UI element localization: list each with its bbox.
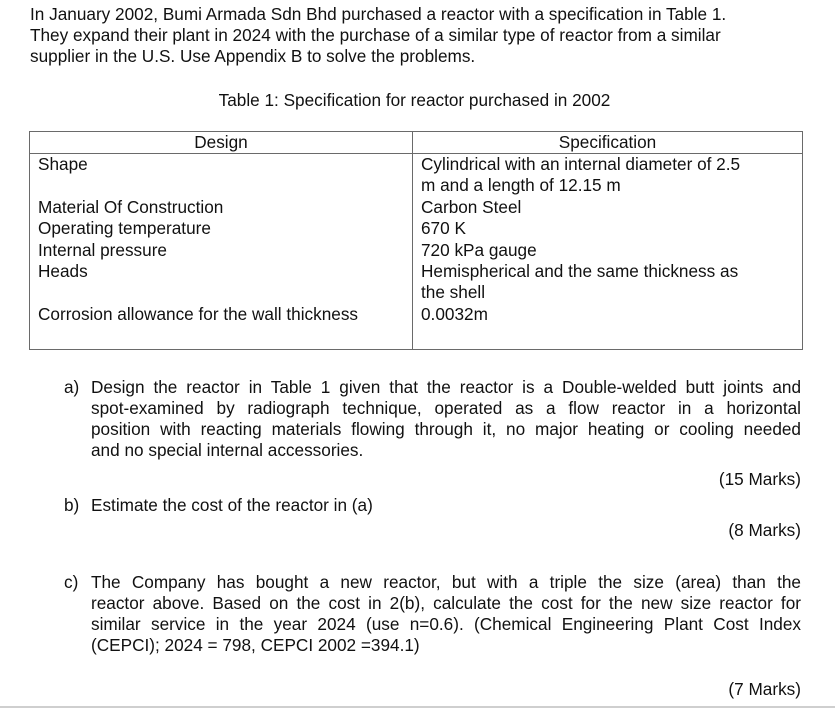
question-c-line: The Company has bought a new reactor, but with a triple the size (area) than the [91,572,801,592]
question-a [64,377,801,461]
spec-corrosion-allowance: 0.0032m [421,303,488,324]
design-blank [38,175,412,196]
question-b-label: b) [64,495,80,515]
spec-heads-line-1: Hemispherical and the same thickness as [421,260,739,281]
table-caption-text: Table 1: Specification for reactor purchased in 2002 [218,90,611,110]
design-heads: Heads [38,260,88,281]
intro-paragraph [30,4,805,67]
design-operating-temperature: Operating temperature [38,218,211,239]
design-internal-pressure: Internal pressure [38,239,167,260]
specification-column [413,154,803,350]
question-a-marks: (15 Marks) [718,469,801,489]
spec-temperature: 670 K [421,218,466,239]
spec-pressure: 720 kPa gauge [421,239,537,260]
question-c-label: c) [64,572,79,592]
spec-shape-line-2: m and a length of 12.15 m [421,175,621,196]
header-specification: Specification [413,132,803,154]
header-design: Design [30,132,413,154]
design-corrosion-allowance: Corrosion allowance for the wall thickness [38,303,359,324]
spec-heads-line-2: the shell [421,282,486,303]
question-a-line: spot-examined by radiograph technique, operated as a flow reactor in a horizontal [91,398,801,418]
design-column [30,154,413,350]
spec-shape-line-1: Cylindrical with an internal diameter of 2.5 [421,154,741,174]
question-a-line: position with reacting materials flowing through it, no major heating or cooling needed [91,419,801,439]
question-c-line: (CEPCI); 2024 = 798, CEPCI 2002 =394.1) [91,635,420,655]
spec-material: Carbon Steel [421,196,522,217]
question-b-marks: (8 Marks) [728,520,801,540]
design-shape: Shape [38,154,88,174]
question-b-line: Estimate the cost of the reactor in (a) [91,495,373,515]
table-caption [0,90,835,111]
question-a-line: and no special internal accessories. [91,440,364,460]
question-c-line: reactor above. Based on the cost in 2(b), calculate the cost for the new size reactor for [91,593,801,613]
design-blank [38,282,412,303]
table-row [30,154,803,350]
table-header-row [30,132,803,154]
question-a-line: Design the reactor in Table 1 given that the reactor is a Double-welded butt joints and [91,377,801,397]
question-a-label: a) [64,377,80,397]
question-b [64,495,801,516]
specification-table [29,131,803,350]
intro-line: They expand their plant in 2024 with the purchase of a similar type of reactor from a similar [30,25,721,45]
question-c-marks: (7 Marks) [728,679,801,699]
question-c [64,572,801,656]
intro-line: In January 2002, Bumi Armada Sdn Bhd purchased a reactor with a specification in Table 1. [30,4,727,24]
question-c-line: similar service in the year 2024 (use n=0.6). (Chemical Engineering Plant Cost Index [91,614,801,634]
intro-line: supplier in the U.S. Use Appendix B to solve the problems. [30,46,476,66]
design-material: Material Of Construction [38,196,224,217]
